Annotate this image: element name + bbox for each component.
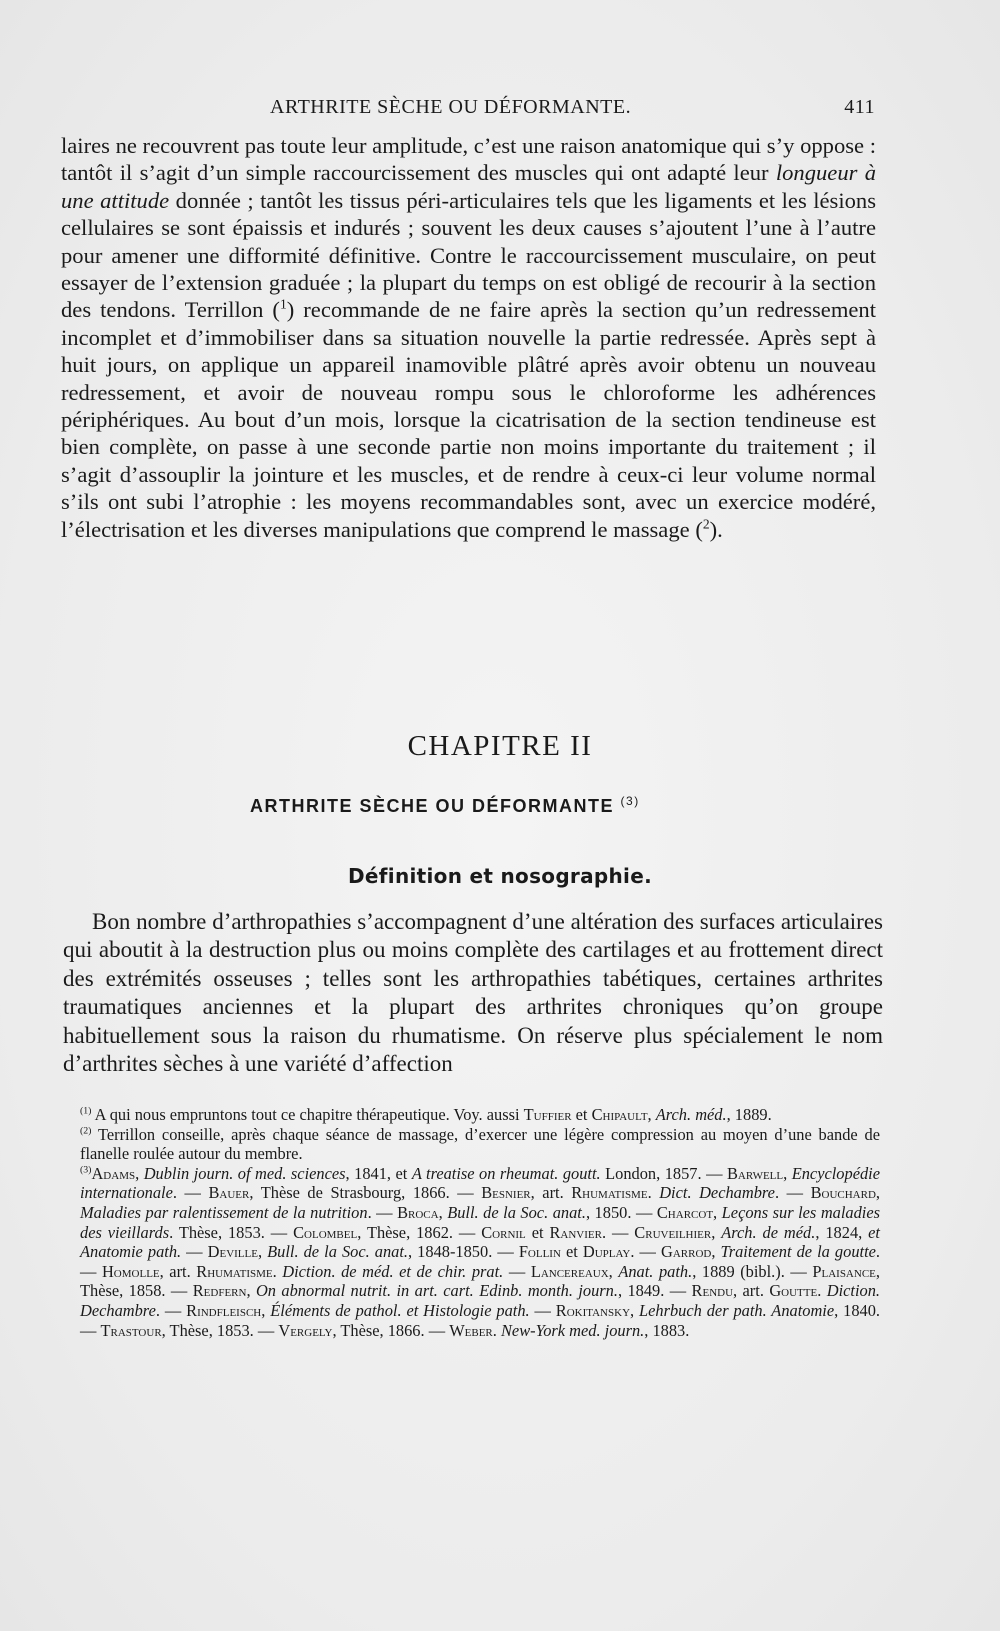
intro-paragraph: Bon nombre d’arthropathies s’accompagnent d’une altération des surfaces articulaires qui aboutit à la destruction plus ou moins complète des cartilages et au frottement direct des extrémités osseuses ; telles sont les arthropathies tabétiques, certaines arthrites traumatiques anciennes et la plupart des arthrites chroniques qu’on groupe habituellement sous la raison du rhumatisme. On réserve plus spécialement le nom d’arthrites sèches à une variété d’affection	[63, 909, 883, 1077]
work-title: Encyclopédie internationale	[80, 1163, 880, 1203]
text-run: ,	[261, 1300, 271, 1320]
text-run: laires ne recouvrent pas toute leur amplitude, c’est une raison anatomique qui s’y oppose : tantôt il s’agit d’un simple raccourcissement des muscles qui ont adapté leur	[61, 133, 877, 186]
text-run: ,	[711, 1222, 722, 1242]
text-run: , 1824,	[815, 1222, 869, 1242]
work-title: Dublin journ. of med. sciences	[143, 1163, 346, 1183]
author-name: Weber	[449, 1320, 493, 1340]
work-title: Éléments de pathol. et Histologie path.	[270, 1300, 530, 1320]
author-name: Adams	[91, 1163, 136, 1183]
text-run: . —	[172, 1183, 209, 1203]
author-name: Chipault	[591, 1105, 648, 1124]
page-number: 411	[844, 96, 875, 118]
footnote-mark: (2)	[80, 1125, 92, 1137]
footnote-3	[80, 1164, 880, 1340]
text-run: , 1849. —	[617, 1281, 692, 1301]
text-run: . —	[155, 1300, 187, 1320]
author-name: Vergely	[278, 1320, 333, 1340]
text-run: ,	[608, 1261, 619, 1281]
author-name: Redfern	[192, 1281, 247, 1301]
text-run: , 1840. —	[80, 1300, 881, 1340]
footnote-2	[80, 1125, 880, 1164]
work-title: Leçons sur les maladies des vieillards	[80, 1202, 881, 1242]
footnote-ref: 1	[279, 296, 287, 312]
author-name: Plaisance	[812, 1261, 876, 1281]
text-run: , Thèse, 1858. —	[80, 1261, 880, 1301]
text-run: , Thèse, 1853. —	[161, 1320, 279, 1340]
footnote-ref: (3)	[620, 794, 640, 808]
author-name: Broca	[397, 1202, 439, 1222]
footnote-mark: (1)	[80, 1105, 92, 1117]
author-name: Charcot	[656, 1202, 714, 1222]
text-run: , 1841, et	[345, 1163, 412, 1183]
text-run: .	[272, 1261, 283, 1281]
text-run: , 1850. —	[585, 1202, 657, 1222]
text-run: .	[647, 1183, 660, 1203]
author-name: Lancereaux	[530, 1261, 609, 1281]
text-run: , art.	[159, 1261, 197, 1281]
text-run: , 1883.	[644, 1320, 690, 1340]
work-title: New-York med. journ.	[500, 1320, 645, 1340]
work-title: Lehrbuch der path. Anatomie	[639, 1300, 835, 1320]
continuation-paragraph	[61, 132, 876, 543]
work-title: Traitement de la goutte	[720, 1242, 876, 1262]
text-run: ,	[438, 1202, 448, 1222]
author-name: Cruveilhier	[634, 1222, 712, 1242]
text-run: . —	[367, 1202, 398, 1222]
work-title: Anat. path.	[618, 1261, 693, 1281]
work-title: On abnormal nutrit. in art. cart. Edinb. month. journ.	[255, 1281, 618, 1301]
text-run: , Thèse, 1862. —	[357, 1222, 482, 1242]
section-heading: Définition et nosographie.	[348, 864, 652, 888]
work-title: Arch. de méd.	[721, 1222, 816, 1242]
text-run: , Thèse de Strasbourg, 1866. —	[249, 1183, 482, 1203]
work-title: Diction. de méd. et de chir. prat.	[282, 1261, 504, 1281]
author-name: Tuffier	[523, 1105, 572, 1124]
author-name: Barwell	[726, 1163, 784, 1183]
text-run: ,	[875, 1183, 880, 1203]
running-title: ARTHRITE SÈCHE OU DÉFORMANTE.	[270, 96, 632, 118]
text-run: . —	[601, 1222, 635, 1242]
text-run: et	[560, 1242, 583, 1262]
text-run: —	[529, 1300, 556, 1320]
text-run: ) recommande de ne faire après la section qu’un redressement incomplet et d’immobiliser dans sa situation nouvelle la partie redressée. Après sept à huit jours, on applique un appareil inamovible plâtré après avoir obtenu un nouveau redressement, et avoir de nouveau rompu sous le chloroforme les adhérences périphériques. Au bout d’un mois, lorsque la cicatrisation de la section tendineuse est bien complète, on passe à une seconde partie non moins importante du traitement ; il s’agit d’assouplir la jointure et les muscles, et de rendre à ceux-ci leur volume normal s’ils ont subi l’atrophie : les moyens recommandables sont, avec un exercice modéré, l’électrisation et les diverses manipulations que comprend le massage (	[61, 297, 876, 542]
text-run: London, 1857. —	[600, 1163, 727, 1183]
text-run: donnée ; tantôt les tissus péri-articulaires tels que les ligaments et les lésions cellulaires se sont épaissis et indurés ; souvent les deux causes s’ajoutent l’une à l’autre pour amener une difformité définitive. Contre le raccourcissement musculaire, on peut essayer de l’extension graduée ; la plupart du temps on est obligé de recourir à la section des tendons. Terrillon (	[61, 187, 876, 323]
text-run: , Thèse, 1866. —	[332, 1320, 450, 1340]
footnote-ref: 2	[702, 516, 710, 532]
author-name: Rendu	[691, 1281, 734, 1301]
chapter-subtitle	[250, 796, 640, 817]
text-run: ,	[711, 1242, 721, 1262]
author-name: Rindfleisch	[186, 1300, 262, 1320]
chapter-subtitle-text: ARTHRITE SÈCHE OU DÉFORMANTE	[250, 796, 615, 816]
text-run: . —	[80, 1242, 881, 1281]
text-run: —	[181, 1242, 208, 1262]
author-name: Trastour	[100, 1320, 162, 1340]
emphasis-run: longueur à une attitude	[61, 160, 877, 213]
work-title: et Anatomie path.	[80, 1222, 880, 1262]
text-run: ,	[647, 1105, 656, 1124]
text-run: , art.	[733, 1281, 770, 1301]
text-run: A qui nous empruntons tout ce chapitre thérapeutique. Voy. aussi	[91, 1105, 524, 1124]
text-run: , 1889.	[726, 1105, 772, 1124]
author-name: Rhumatisme	[571, 1183, 648, 1203]
author-name: Colombel	[293, 1222, 358, 1242]
author-name: Bauer	[208, 1183, 250, 1203]
journal-title: Arch. méd.	[655, 1105, 727, 1124]
text-run: . Thèse, 1853. —	[169, 1222, 294, 1242]
text-run: ).	[709, 516, 723, 542]
author-name: Ranvier	[549, 1222, 602, 1242]
author-name: Deville	[207, 1242, 258, 1262]
text-run: , art.	[530, 1183, 572, 1203]
work-title: Maladies par ralentissement de la nutrition	[80, 1202, 368, 1222]
author-name: Rokitansky	[555, 1300, 631, 1320]
text-run: Terrillon conseille, après chaque séance de massage, d’exercer une légère compression au moyen d’une bande de flanelle roulée autour du membre.	[80, 1124, 880, 1164]
text-run: . —	[630, 1242, 661, 1262]
author-name: Bouchard	[810, 1183, 876, 1203]
work-title: A treatise on rheumat. goutt.	[411, 1163, 601, 1183]
text-run: .	[817, 1281, 827, 1301]
work-title: Diction. Dechambre	[80, 1281, 880, 1320]
work-title: Dict. Dechambre	[659, 1183, 775, 1203]
text-run: ,	[257, 1242, 268, 1262]
chapter-title: CHAPITRE II	[407, 730, 593, 762]
text-run: . —	[774, 1183, 811, 1203]
author-name: Besnier	[481, 1183, 531, 1203]
footnote-mark: (3)	[80, 1164, 92, 1176]
text-run: ,	[135, 1163, 144, 1183]
author-name: Garrod	[660, 1242, 712, 1262]
text-run: .	[492, 1320, 501, 1340]
text-run: et	[571, 1105, 592, 1124]
text-run: , 1889 (bibl.). —	[692, 1261, 813, 1281]
author-name: Duplay	[582, 1242, 631, 1262]
text-run: ,	[713, 1202, 722, 1222]
work-title: Bull. de la Soc. anat.	[447, 1202, 586, 1222]
author-name: Cornil	[481, 1222, 526, 1242]
text-run: ,	[246, 1281, 256, 1301]
work-title: Bull. de la Soc. anat.	[267, 1242, 409, 1262]
text-run: , 1848-1850. —	[408, 1242, 519, 1262]
text-run: et	[525, 1222, 550, 1242]
author-name: Rhumatisme	[196, 1261, 273, 1281]
footnotes	[80, 1105, 880, 1340]
author-name: Follin	[518, 1242, 561, 1262]
text-run: ,	[783, 1163, 792, 1183]
author-name: Goutte	[769, 1281, 818, 1301]
footnote-1	[80, 1105, 880, 1125]
author-name: Homolle	[101, 1261, 160, 1281]
text-run: ,	[630, 1300, 640, 1320]
text-run: —	[503, 1261, 531, 1281]
